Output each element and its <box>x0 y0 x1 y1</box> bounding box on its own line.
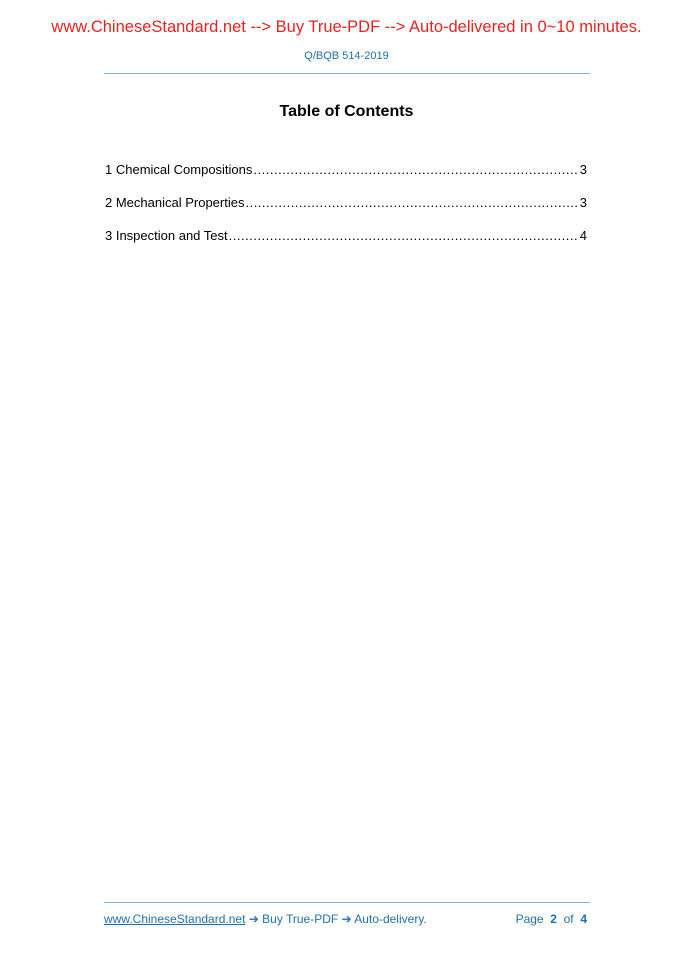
toc-entry-mechanical-properties[interactable] <box>105 195 587 228</box>
page-number <box>516 912 587 926</box>
toc-entry-page: 3 <box>579 162 587 177</box>
footer-delivery-text: Auto-delivery. <box>354 912 427 926</box>
toc-entry-chemical-compositions[interactable] <box>105 162 587 195</box>
header-divider <box>104 73 590 74</box>
footer-buy-text: Buy True-PDF <box>262 912 339 926</box>
toc-entry-label: 2 Mechanical Properties <box>105 195 245 210</box>
document-code: Q/BQB 514-2019 <box>304 50 389 62</box>
footer-site-link[interactable]: www.ChineseStandard.net <box>104 912 246 926</box>
arrow-right-icon: ➔ <box>248 912 259 926</box>
footer-divider <box>104 902 590 903</box>
promo-banner[interactable]: www.ChineseStandard.net --> Buy True-PDF --> Auto-delivered in 0~10 minutes. <box>51 18 642 36</box>
table-of-contents <box>105 162 587 261</box>
page-of: of <box>563 912 574 926</box>
toc-entry-page: 4 <box>579 228 587 243</box>
toc-title: Table of Contents <box>279 103 414 120</box>
page-current: 2 <box>550 912 557 926</box>
toc-dot-leader <box>253 162 577 177</box>
toc-dot-leader <box>245 195 577 210</box>
page-total: 4 <box>580 912 587 926</box>
toc-entry-inspection-and-test[interactable] <box>105 228 587 261</box>
arrow-right-icon: ➔ <box>341 912 352 926</box>
footer-promo <box>104 912 427 926</box>
toc-entry-label: 3 Inspection and Test <box>105 228 228 243</box>
page-label: Page <box>515 912 544 926</box>
toc-entry-page: 3 <box>579 195 587 210</box>
toc-entry-label: 1 Chemical Compositions <box>105 162 253 177</box>
toc-dot-leader <box>229 228 578 243</box>
